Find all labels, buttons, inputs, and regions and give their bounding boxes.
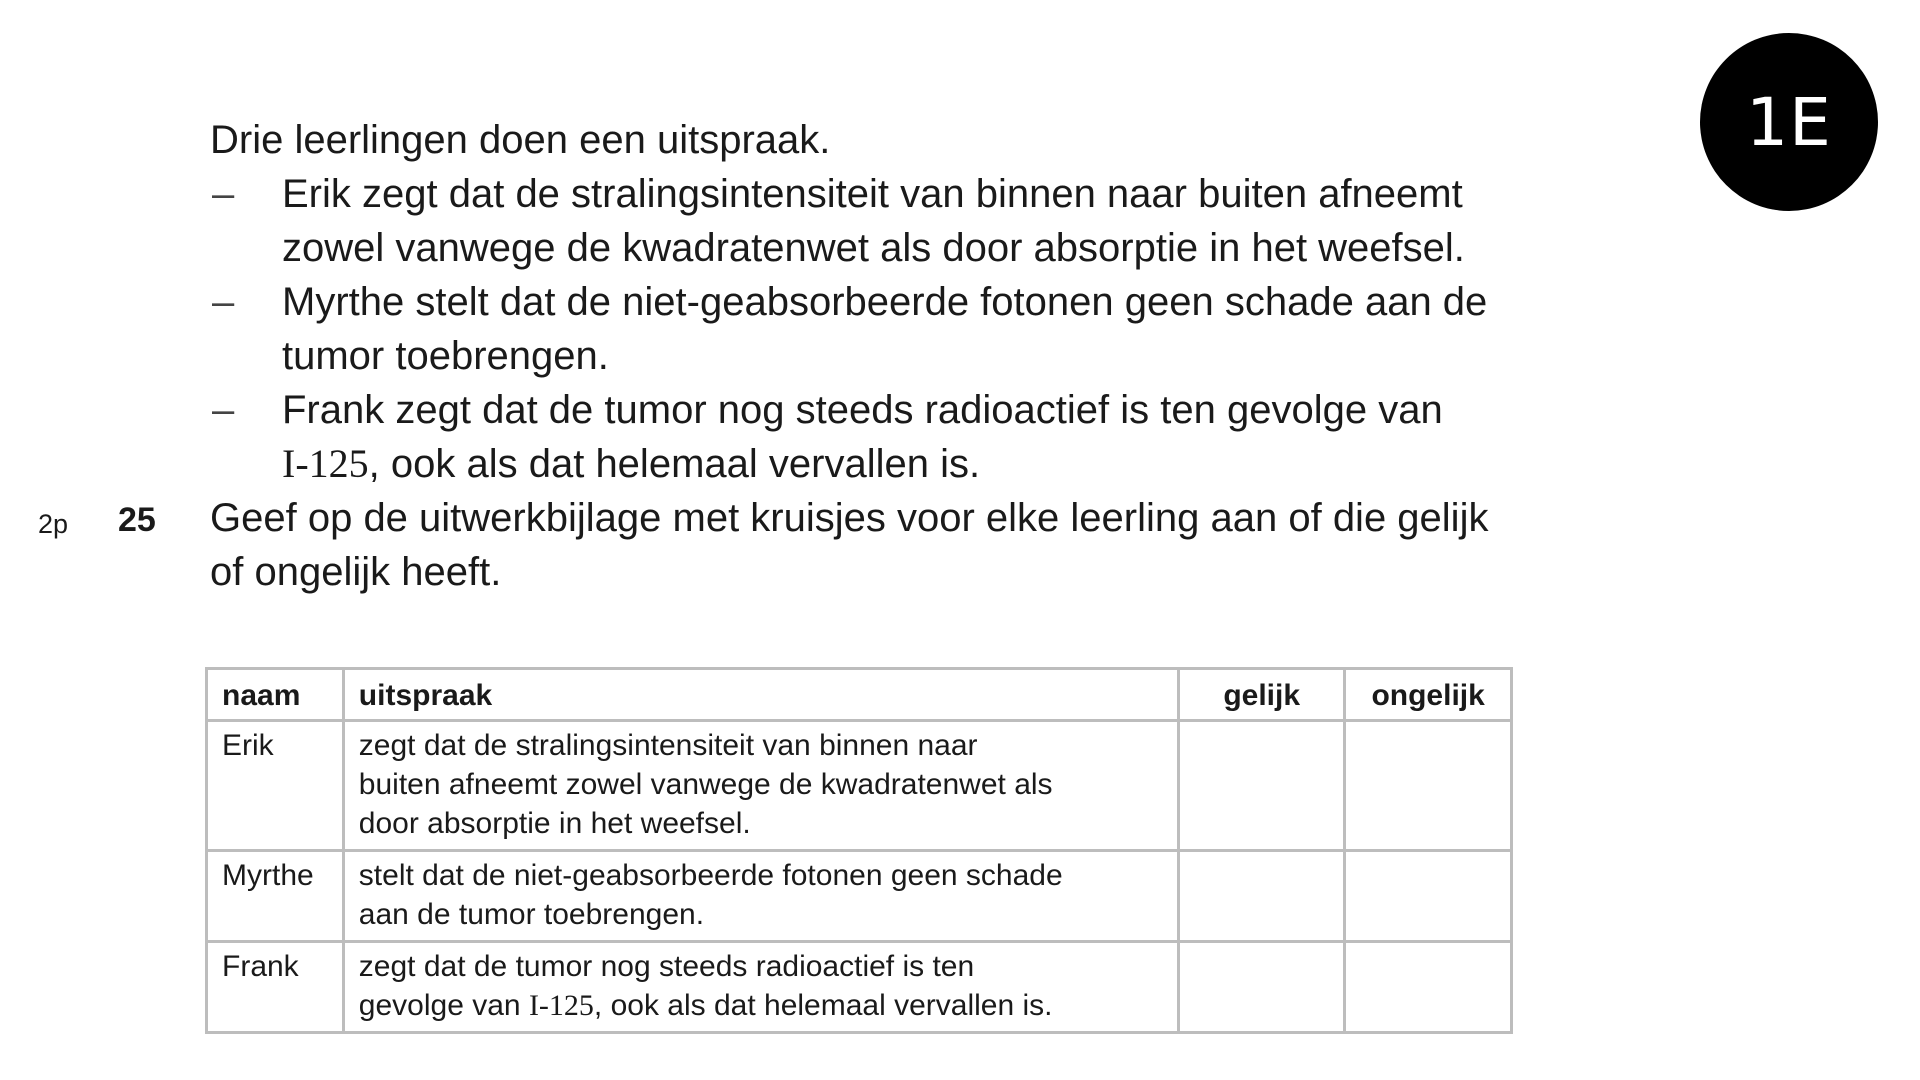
statement-line: , ook als dat helemaal vervallen is. xyxy=(368,442,981,486)
cell-line: buiten afneemt zowel vanwege de kwadratenwet als xyxy=(358,768,1053,801)
statement-line: Myrthe stelt dat de niet-geabsorbeerde fotonen geen schade aan de xyxy=(282,280,1488,324)
page-badge xyxy=(1700,33,1878,211)
cell-gelijk-checkbox[interactable] xyxy=(1179,721,1345,851)
dash-bullet: – xyxy=(212,280,235,324)
cell-naam: Myrthe xyxy=(207,851,344,942)
answer-table xyxy=(205,667,1513,1034)
table-header-row xyxy=(207,669,1512,721)
cell-line: gevolge van xyxy=(358,989,529,1022)
header-gelijk: gelijk xyxy=(1179,669,1345,721)
statement-line: zowel vanwege de kwadratenwet als door absorptie in het weefsel. xyxy=(282,226,1465,270)
question-number: 25 xyxy=(118,501,156,539)
cell-uitspraak xyxy=(343,721,1178,851)
cell-ongelijk-checkbox[interactable] xyxy=(1345,942,1512,1033)
table-row xyxy=(207,942,1512,1033)
table-row xyxy=(207,851,1512,942)
question-text-block xyxy=(38,113,1670,599)
intro-text: Drie leerlingen doen een uitspraak. xyxy=(210,118,831,162)
statement-list xyxy=(210,167,1670,491)
isotope-label: I-125 xyxy=(282,441,369,486)
cell-line: zegt dat de tumor nog steeds radioactief is ten xyxy=(358,950,975,983)
cell-line: , ook als dat helemaal vervallen is. xyxy=(593,989,1053,1022)
cell-naam: Frank xyxy=(207,942,344,1033)
badge-label: 1E xyxy=(1746,83,1832,161)
header-ongelijk: ongelijk xyxy=(1345,669,1512,721)
header-naam: naam xyxy=(207,669,344,721)
cell-naam: Erik xyxy=(207,721,344,851)
cell-line: door absorptie in het weefsel. xyxy=(358,807,751,840)
question-25 xyxy=(38,491,1670,599)
statement-line: tumor toebrengen. xyxy=(282,334,609,378)
statement-line: Frank zegt dat de tumor nog steeds radioactief is ten gevolge van xyxy=(282,388,1443,432)
statement-frank xyxy=(210,383,1670,491)
cell-uitspraak xyxy=(343,851,1178,942)
dash-bullet: – xyxy=(212,172,235,216)
cell-uitspraak xyxy=(343,942,1178,1033)
statement-myrthe xyxy=(210,275,1670,383)
isotope-label: I-125 xyxy=(528,989,594,1022)
statement-line: Erik zegt dat de stralingsintensiteit van binnen naar buiten afneemt xyxy=(282,172,1463,216)
question-points: 2p xyxy=(38,509,69,539)
cell-line: zegt dat de stralingsintensiteit van binnen naar xyxy=(358,729,978,762)
header-uitspraak: uitspraak xyxy=(343,669,1178,721)
cell-gelijk-checkbox[interactable] xyxy=(1179,942,1345,1033)
cell-ongelijk-checkbox[interactable] xyxy=(1345,721,1512,851)
table-row xyxy=(207,721,1512,851)
cell-line: stelt dat de niet-geabsorbeerde fotonen geen schade xyxy=(358,859,1063,892)
question-line: Geef op de uitwerkbijlage met kruisjes voor elke leerling aan of die gelijk xyxy=(210,496,1489,540)
question-line: of ongelijk heeft. xyxy=(210,550,502,594)
cell-ongelijk-checkbox[interactable] xyxy=(1345,851,1512,942)
dash-bullet: – xyxy=(212,388,235,432)
statement-erik xyxy=(210,167,1670,275)
cell-gelijk-checkbox[interactable] xyxy=(1179,851,1345,942)
cell-line: aan de tumor toebrengen. xyxy=(358,898,705,931)
